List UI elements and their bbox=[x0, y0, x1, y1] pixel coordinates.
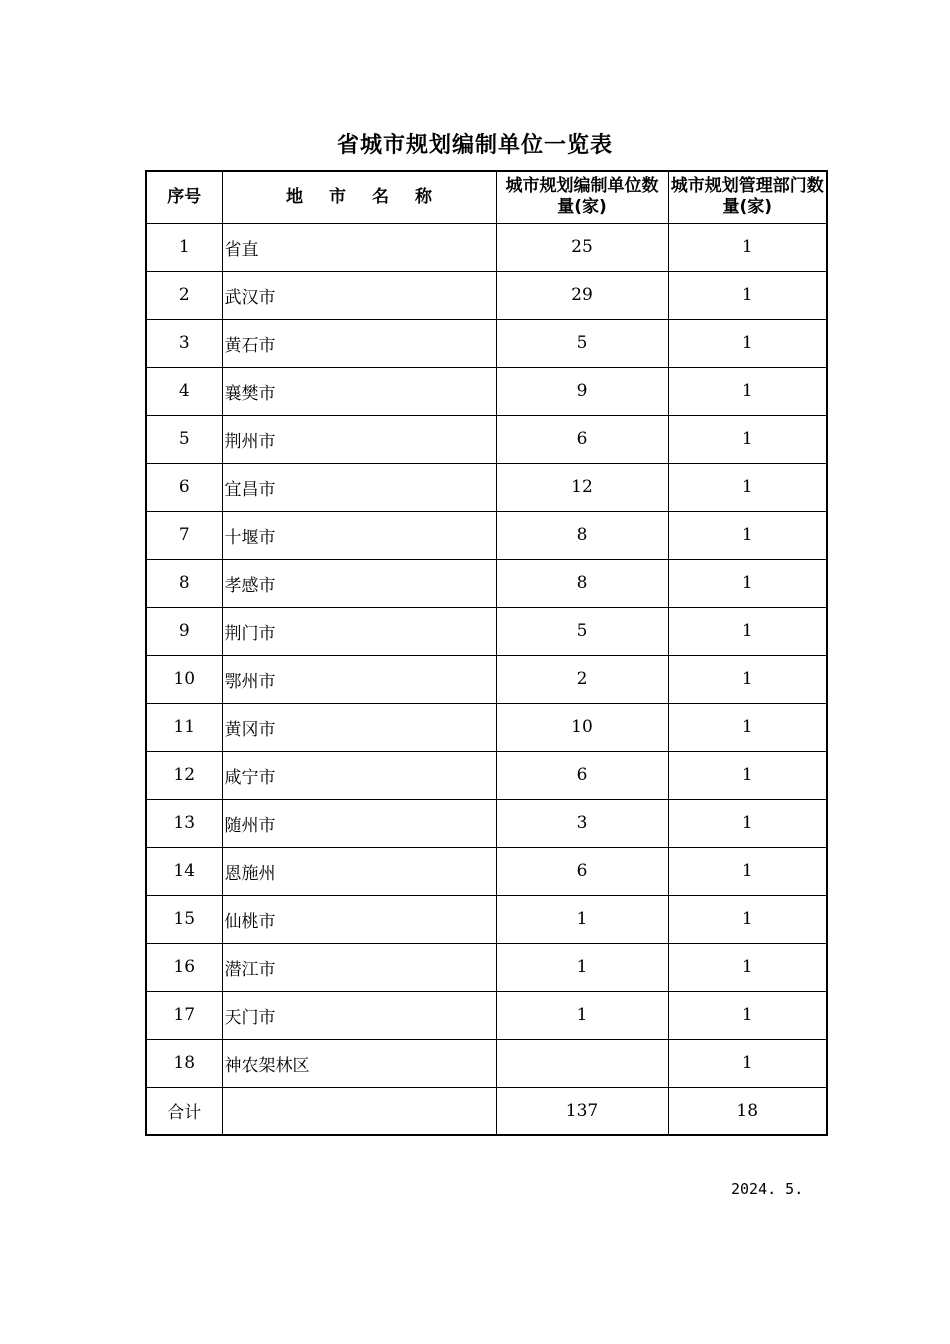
row-index: 9 bbox=[146, 607, 222, 655]
row-index: 6 bbox=[146, 463, 222, 511]
row-city-name: 咸宁市 bbox=[222, 751, 496, 799]
row-index: 17 bbox=[146, 991, 222, 1039]
header-management-depts: 城市规划管理部门数量(家) bbox=[668, 171, 827, 223]
row-planning-units: 3 bbox=[496, 799, 668, 847]
row-planning-units: 6 bbox=[496, 751, 668, 799]
row-planning-units: 1 bbox=[496, 943, 668, 991]
table-row bbox=[146, 895, 827, 943]
row-planning-units: 1 bbox=[496, 895, 668, 943]
row-index: 12 bbox=[146, 751, 222, 799]
table-row bbox=[146, 367, 827, 415]
row-city-name: 恩施州 bbox=[222, 847, 496, 895]
document-title: 省城市规划编制单位一览表 bbox=[336, 133, 613, 158]
row-index: 16 bbox=[146, 943, 222, 991]
row-planning-units: 9 bbox=[496, 367, 668, 415]
row-planning-units: 5 bbox=[496, 607, 668, 655]
row-management-depts: 1 bbox=[668, 703, 827, 751]
row-management-depts: 1 bbox=[668, 799, 827, 847]
row-management-depts: 1 bbox=[668, 271, 827, 319]
row-city-name: 襄樊市 bbox=[222, 367, 496, 415]
table-row bbox=[146, 223, 827, 271]
row-city-name: 孝感市 bbox=[222, 559, 496, 607]
row-city-name: 鄂州市 bbox=[222, 655, 496, 703]
row-management-depts: 1 bbox=[668, 319, 827, 367]
row-city-name: 武汉市 bbox=[222, 271, 496, 319]
row-index: 7 bbox=[146, 511, 222, 559]
table-row bbox=[146, 511, 827, 559]
table-row bbox=[146, 607, 827, 655]
table-row bbox=[146, 319, 827, 367]
row-planning-units: 1 bbox=[496, 991, 668, 1039]
row-index: 11 bbox=[146, 703, 222, 751]
row-management-depts: 1 bbox=[668, 943, 827, 991]
row-management-depts: 1 bbox=[668, 895, 827, 943]
row-index: 1 bbox=[146, 223, 222, 271]
row-index: 5 bbox=[146, 415, 222, 463]
table-row bbox=[146, 1039, 827, 1087]
row-management-depts: 1 bbox=[668, 559, 827, 607]
row-planning-units: 12 bbox=[496, 463, 668, 511]
row-index: 8 bbox=[146, 559, 222, 607]
table-body bbox=[146, 223, 827, 1135]
table-row bbox=[146, 559, 827, 607]
table-header-row bbox=[146, 171, 827, 223]
table-row bbox=[146, 991, 827, 1039]
row-city-name: 黄石市 bbox=[222, 319, 496, 367]
row-management-depts: 1 bbox=[668, 511, 827, 559]
row-city-name: 省直 bbox=[222, 223, 496, 271]
table-total-row bbox=[146, 1087, 827, 1135]
row-index: 13 bbox=[146, 799, 222, 847]
row-planning-units: 8 bbox=[496, 511, 668, 559]
row-planning-units: 8 bbox=[496, 559, 668, 607]
row-management-depts: 1 bbox=[668, 991, 827, 1039]
row-city-name: 宜昌市 bbox=[222, 463, 496, 511]
row-planning-units bbox=[496, 1039, 668, 1087]
row-planning-units: 25 bbox=[496, 223, 668, 271]
row-city-name: 荆门市 bbox=[222, 607, 496, 655]
header-index: 序号 bbox=[146, 171, 222, 223]
row-city-name: 十堰市 bbox=[222, 511, 496, 559]
row-management-depts: 1 bbox=[668, 751, 827, 799]
row-management-depts: 1 bbox=[668, 655, 827, 703]
row-index: 3 bbox=[146, 319, 222, 367]
table-row bbox=[146, 847, 827, 895]
row-city-name: 黄冈市 bbox=[222, 703, 496, 751]
row-planning-units: 6 bbox=[496, 415, 668, 463]
row-city-name: 天门市 bbox=[222, 991, 496, 1039]
row-city-name: 神农架林区 bbox=[222, 1039, 496, 1087]
total-city-name bbox=[222, 1087, 496, 1135]
row-management-depts: 1 bbox=[668, 415, 827, 463]
units-table bbox=[145, 170, 828, 1136]
row-planning-units: 6 bbox=[496, 847, 668, 895]
row-management-depts: 1 bbox=[668, 607, 827, 655]
table-row bbox=[146, 943, 827, 991]
total-label: 合计 bbox=[146, 1087, 222, 1135]
row-index: 4 bbox=[146, 367, 222, 415]
row-index: 10 bbox=[146, 655, 222, 703]
table-row bbox=[146, 271, 827, 319]
row-management-depts: 1 bbox=[668, 847, 827, 895]
table-row bbox=[146, 415, 827, 463]
table-row bbox=[146, 463, 827, 511]
row-index: 15 bbox=[146, 895, 222, 943]
row-planning-units: 2 bbox=[496, 655, 668, 703]
table-row bbox=[146, 655, 827, 703]
row-management-depts: 1 bbox=[668, 223, 827, 271]
row-planning-units: 29 bbox=[496, 271, 668, 319]
table-row bbox=[146, 799, 827, 847]
row-city-name: 随州市 bbox=[222, 799, 496, 847]
row-management-depts: 1 bbox=[668, 367, 827, 415]
header-city-name: 地市名称 bbox=[222, 171, 496, 223]
total-management-depts: 18 bbox=[668, 1087, 827, 1135]
row-index: 14 bbox=[146, 847, 222, 895]
row-index: 2 bbox=[146, 271, 222, 319]
row-planning-units: 5 bbox=[496, 319, 668, 367]
total-planning-units: 137 bbox=[496, 1087, 668, 1135]
table-row bbox=[146, 751, 827, 799]
row-management-depts: 1 bbox=[668, 1039, 827, 1087]
row-management-depts: 1 bbox=[668, 463, 827, 511]
row-planning-units: 10 bbox=[496, 703, 668, 751]
table-row bbox=[146, 703, 827, 751]
row-index: 18 bbox=[146, 1039, 222, 1087]
row-city-name: 仙桃市 bbox=[222, 895, 496, 943]
header-planning-units: 城市规划编制单位数 量(家) bbox=[496, 171, 668, 223]
row-city-name: 潜江市 bbox=[222, 943, 496, 991]
row-city-name: 荆州市 bbox=[222, 415, 496, 463]
document-date: 2024. 5. bbox=[731, 1180, 804, 1198]
